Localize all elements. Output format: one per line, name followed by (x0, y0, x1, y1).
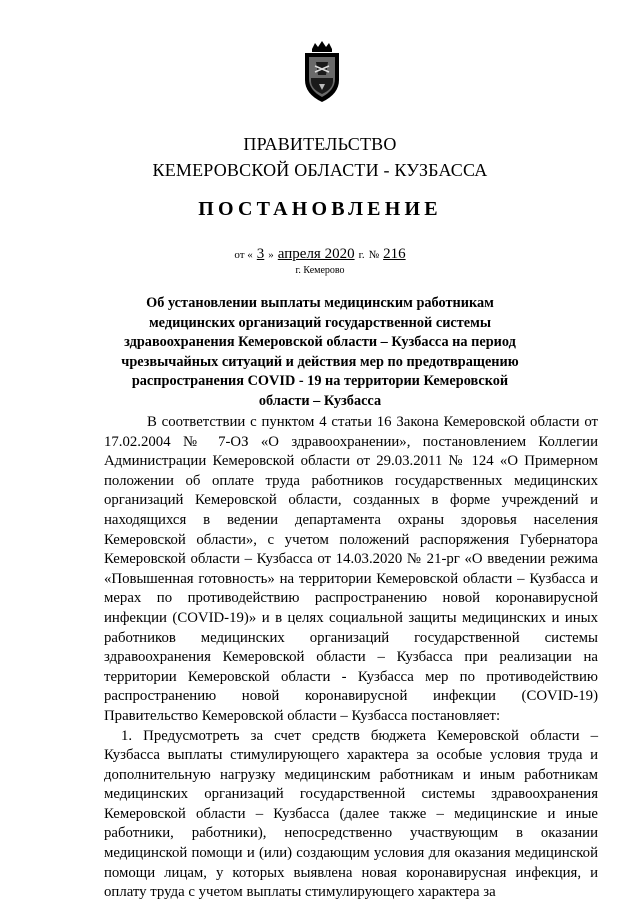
date-month-year: апреля 2020 (277, 246, 355, 262)
date-prefix: от « (234, 249, 253, 261)
date-year-suffix: г. (358, 249, 365, 261)
document-body (104, 413, 598, 903)
body-paragraph: 1. Предусмотреть за счет средств бюджета Кемеровской области – Кузбасса выплаты стимулирующего характера за особые условия труда и дополнительную нагрузку медицинским работникам и иным работникам медицинских организаций государственной системы здравоохранения Кемеровской области – Кузбасса (далее также – медицинские и иные работники, работники), непосредственно участвующим в оказании медицинской помощи и (или) создающим условия для оказания медицинской помощи лицам, у которых выявлена новая коронавирусная инфекция, и оплату труда с учетом выплаты стимулирующего характера за (104, 727, 598, 901)
kemerovo-coat-of-arms-icon (297, 40, 347, 104)
date-quote-close: » (268, 249, 274, 261)
number-sign: № (368, 249, 380, 261)
document-number: 216 (383, 246, 406, 262)
document-subject: Об установлении выплаты медицинским работникам медицинских организаций государственной системы здравоохранения Кемеровской области – Кузбасса на период чрезвычайных ситуаций и действия мер по предотвращению распространения COVID - 19 на территории Кемеровской области – Кузбасса (121, 295, 519, 409)
date-day: 3 (256, 246, 265, 262)
government-region: КЕМЕРОВСКОЙ ОБЛАСТИ - КУЗБАССА (152, 160, 488, 180)
document-city: г. Кемерово (295, 265, 345, 276)
document-date-number (0, 246, 640, 263)
body-paragraph: В соответствии с пунктом 4 статьи 16 Закона Кемеровской области от 17.02.2004 № 7-ОЗ «О здравоохранении», постановлением Коллегии Администрации Кемеровской области от 29.03.2011 № 124 «О Примерном положении об оплате труда работников государственных медицинских организаций Кемеровской области, созданных в форме учреждений и находящихся в ведении департамента охраны здоровья населения Кемеровской области», с учетом положений распоряжения Губернатора Кемеровской области – Кузбасса от 14.03.2020 № 21-рг «О введении режима «Повышенная готовность» на территории Кемеровской области – Кузбасса и мерах по противодействию распространению новой коронавирусной инфекции (COVID-19)» и в целях социальной защиты медицинских и иных работников медицинских организаций государственной системы здравоохранения Кемеровской области – Кузбасса при реализации на территории Кемеровской области - Кузбасса мер по противодействию распространению новой коронавирусной инфекции (COVID-19) Правительство Кемеровской области – Кузбасса постановляет: (104, 414, 598, 724)
document-type: ПОСТАНОВЛЕНИЕ (198, 198, 442, 220)
government-title: ПРАВИТЕЛЬСТВО (243, 134, 397, 154)
